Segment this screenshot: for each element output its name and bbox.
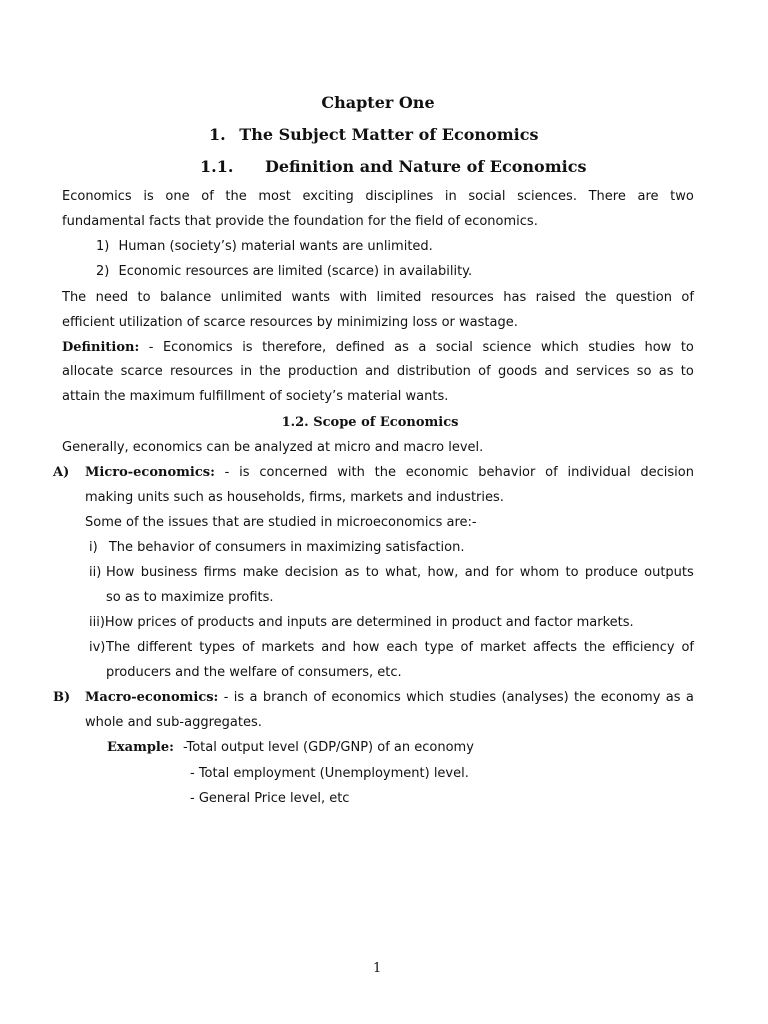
word: to [137,290,151,305]
word: a [685,690,694,705]
word: social [435,340,473,355]
macro-line-1 [85,690,694,705]
word: as [344,565,360,580]
word: the [574,690,596,705]
word: science [482,340,532,355]
word: and [321,640,346,655]
word: - [148,340,154,355]
word: affects [533,640,577,655]
word: a [249,690,258,705]
word: question [615,290,672,305]
word: which [406,690,445,705]
example-label: Example: [107,740,174,755]
word: of [460,640,474,655]
word: so [636,364,652,379]
word: Economics [162,340,233,355]
word: unlimited [220,290,282,305]
word: markets [261,640,315,655]
word: to [680,364,694,379]
word: and [544,364,569,379]
micro-issue-iv-number: iv) [89,640,106,655]
word: as [665,690,681,705]
micro-issue-iv-line-1 [106,640,694,655]
word: for [495,565,514,580]
issue-text: The behavior of consumers in maximizing satisfaction. [108,540,465,555]
word: has [503,290,527,305]
word: and [365,364,390,379]
word: of [201,189,214,204]
word: defined [335,340,385,355]
macro-marker: B) [53,690,71,705]
word: the [225,189,247,204]
word: of [241,640,255,655]
micro-issue-ii-line-2: so as to maximize profits. [106,590,274,605]
issue-number: i) [89,540,98,555]
word: to [680,340,694,355]
micro-line-1 [85,465,694,480]
word: balance [160,290,212,305]
word: two [670,189,694,204]
micro-line-2: making units such as households, firms, markets and industries. [85,490,504,505]
word: How [106,565,135,580]
word: how [352,640,380,655]
word: of [545,465,558,480]
word: exciting [302,189,354,204]
intro-line-1 [62,189,694,204]
word: a [418,340,427,355]
word: of [681,290,694,305]
word: limited [376,290,422,305]
word: to [365,565,379,580]
word: distribution [396,364,471,379]
word: Economics [62,189,132,204]
word: the [374,465,396,480]
word: studies [588,340,635,355]
intro-line-2: fundamental facts that provide the foundation for the field of economics. [62,214,538,229]
word: of [313,690,326,705]
word: are [637,189,659,204]
word: The [106,640,131,655]
word: with [337,465,365,480]
micro-issue-iv-line-2: producers and the welfare of consumers, etc. [106,665,402,680]
word: whom [519,565,560,580]
issue-number: iii) [89,615,105,630]
word: the [583,640,606,655]
word: as [394,340,409,355]
word: wants [291,290,331,305]
word: social [468,189,506,204]
word: The [62,290,87,305]
micro-issue-ii-number: ii) [89,565,102,580]
word: types [199,640,236,655]
word: - [224,465,230,480]
word: which [540,340,579,355]
word: goods [497,364,538,379]
section-1-heading [209,125,538,144]
fact-number: 1) [96,239,110,254]
definition-line-3: attain the maximum fulfillment of society’s material wants. [62,389,449,404]
word: each [386,640,418,655]
balance-line-1 [62,290,694,305]
micro-issue-ii-line-1 [106,565,694,580]
micro-issue-iii [89,615,634,630]
word: different [137,640,193,655]
word: economic [405,465,469,480]
word: behavior [478,465,536,480]
word: one [165,189,190,204]
word: studies [449,690,497,705]
word: resources [169,364,233,379]
word: is [239,465,250,480]
word: therefore, [262,340,327,355]
macro-label: Macro-economics: [85,690,219,705]
word: how, [427,565,459,580]
fact-number: 2) [96,264,110,279]
page-number: 1 [373,961,382,976]
section-1-1-title: Definition and Nature of Economics [264,157,587,176]
word: type [424,640,454,655]
word: efficiency [612,640,675,655]
fact-item-1 [96,239,433,254]
word: most [258,189,291,204]
word: as [658,364,674,379]
word: allocate [62,364,114,379]
word: individual [567,465,631,480]
word: production [288,364,358,379]
word: decision [640,465,694,480]
section-1-title: The Subject Matter of Economics [239,125,539,144]
word: There [588,189,626,204]
word: scarce [120,364,163,379]
word: and [464,565,490,580]
word: of [681,640,694,655]
section-1-1-number: 1.1. [200,157,234,176]
word: branch [262,690,309,705]
word: economics [331,690,401,705]
word: how [644,340,672,355]
word: - [223,690,229,705]
word: decision [284,565,339,580]
micro-marker: A) [53,465,70,480]
word: is [242,340,253,355]
word: resources [430,290,494,305]
definition-label: Definition: [62,340,140,355]
word: what, [385,565,422,580]
word: of [478,364,491,379]
micro-issue-i [89,540,464,555]
word: is [233,690,245,705]
word: disciplines [365,189,434,204]
section-1-2-heading: 1.2. Scope of Economics [281,415,459,430]
section-1-number: 1. [209,125,226,144]
chapter-title: Chapter One [321,93,435,112]
word: make [242,565,279,580]
word: market [479,640,527,655]
fact-text: Human (society’s) material wants are unlimited. [118,239,433,254]
word: in [240,364,253,379]
macro-line-2: whole and sub-aggregates. [85,715,262,730]
issue-text: How prices of products and inputs are determined in product and factor markets. [104,615,634,630]
balance-line-2: efficient utilization of scarce resources by minimizing loss or wastage. [62,315,518,330]
word: the [259,364,281,379]
word: outputs [644,565,694,580]
scope-intro: Generally, economics can be analyzed at micro and macro level. [62,440,484,455]
section-1-1-heading [200,157,586,176]
example-item-3: - General Price level, etc [190,791,350,806]
example-item-2: - Total employment (Unemployment) level. [190,766,469,781]
word: is [143,189,154,204]
micro-label: Micro-economics: [85,465,215,480]
word: (analyses) [501,690,569,705]
fact-text: Economic resources are limited (scarce) in availability. [118,264,473,279]
word: sciences. [517,189,577,204]
word: with [339,290,368,305]
word: produce [584,565,638,580]
word: raised [535,290,576,305]
definition-line-2 [62,364,694,379]
word: need [95,290,129,305]
micro-issues-intro: Some of the issues that are studied in microeconomics are:- [85,515,477,530]
word: business [140,565,198,580]
definition-line-1 [62,340,694,355]
word: concerned [259,465,328,480]
word: economy [600,690,661,705]
word: in [444,189,457,204]
word: services [576,364,630,379]
word: to [565,565,579,580]
word: the [585,290,607,305]
fact-item-2 [96,264,472,279]
word: firms [203,565,237,580]
example-item-1: -Total output level (GDP/GNP) of an economy [183,740,474,755]
